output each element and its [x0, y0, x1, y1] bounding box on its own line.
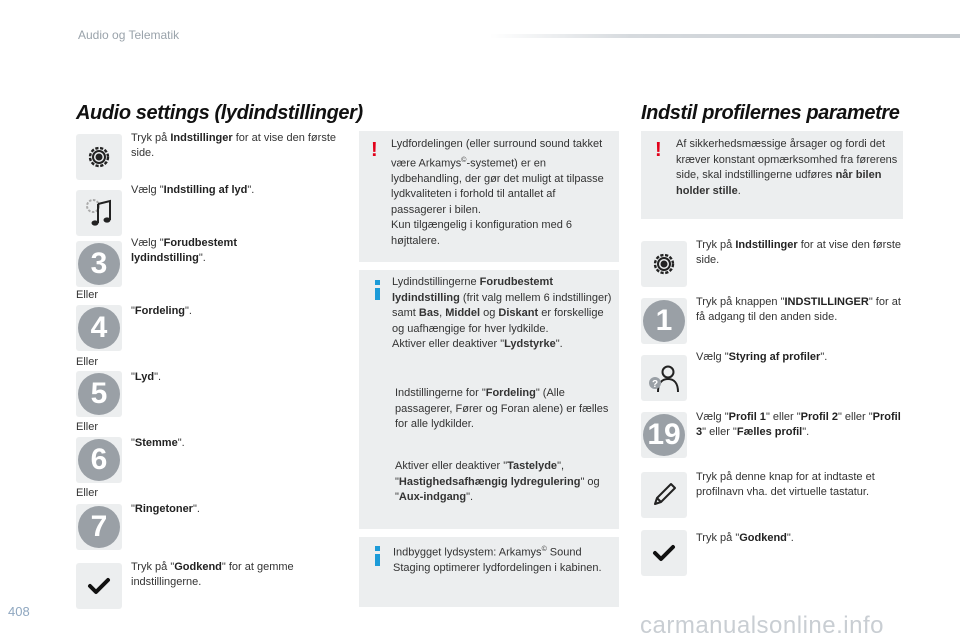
- step-number-19: 19: [641, 412, 687, 458]
- step-text: Tryk på "Godkend".: [696, 532, 794, 544]
- step-number-5: 5: [76, 371, 122, 417]
- header-bar: [490, 34, 960, 38]
- audio-settings-title: Audio settings (lydindstillinger): [76, 102, 363, 124]
- or-label: Eller: [76, 487, 99, 499]
- watermark: carmanualsonline.info: [640, 612, 884, 639]
- profile-question-icon: [649, 363, 679, 393]
- section-header: Audio og Telematik: [78, 28, 180, 42]
- step-text: Vælg "Profil 1" eller "Profil 2" eller "Profil 3" eller "Fælles profil".: [696, 411, 901, 438]
- step-text: Vælg "Styring af profiler".: [696, 351, 828, 363]
- step-text: Tryk på Indstillinger for at vise den første side.: [696, 239, 901, 266]
- svg-text:?: ?: [651, 379, 659, 390]
- step-text: Tryk på denne knap for at indtaste et profilnavn vha. det virtuelle tastatur.: [696, 471, 875, 498]
- step-text: Tryk på "Godkend" for at gemme indstillingerne.: [131, 561, 294, 588]
- settings-button[interactable]: [641, 241, 687, 287]
- step-text: "Stemme".: [131, 437, 185, 449]
- step-text: Tryk på Indstillinger for at vise den første side.: [131, 132, 336, 159]
- step-text: "Lyd".: [131, 371, 162, 383]
- warning-box: ! Lydfordelingen (eller surround sound takket være Arkamys©-systemet) er en lydbehandling, der gør det muligt at tilpasse lydkvaliteten i forhold til antallet af passagerer i bilen. Kun tilgængelig i konfiguration med 6 højttalere.: [359, 131, 619, 262]
- or-label: Eller: [76, 356, 99, 368]
- step-number-6: 6: [76, 437, 122, 483]
- step-number-3: 3: [76, 241, 122, 287]
- step-number-7: 7: [76, 504, 122, 550]
- or-label: Eller: [76, 289, 99, 301]
- step-text: Vælg "Indstilling af lyd".: [131, 184, 255, 196]
- profiles-title: Indstil profilernes parametre: [641, 102, 900, 124]
- confirm-button[interactable]: [76, 563, 122, 609]
- pencil-icon: [649, 480, 679, 510]
- confirm-button[interactable]: [641, 530, 687, 576]
- or-label: Eller: [76, 421, 99, 433]
- gear-icon: [84, 142, 114, 172]
- info-box-2: Indbygget lydsystem: Arkamys© Sound Staging optimerer lydfordelingen i kabinen.: [359, 537, 619, 607]
- warning-icon: !: [655, 139, 662, 161]
- gear-icon: [649, 249, 679, 279]
- edit-profile-name-button[interactable]: [641, 472, 687, 518]
- music-note-gear-icon: [84, 198, 114, 228]
- safety-warning-box: ! Af sikkerhedsmæssige årsager og fordi det kræver konstant opmærksomhed fra førerens side, skal indstillingerne udføres når bilen holder stille.: [641, 131, 903, 219]
- checkmark-icon: [84, 571, 114, 601]
- profile-management-button[interactable]: [641, 355, 687, 401]
- page-number: 408: [8, 604, 30, 619]
- step-text: Tryk på knappen "INDSTILLINGER" for at få adgang til den anden side.: [696, 296, 901, 323]
- info-box: Lydindstillingerne Forudbestemt lydindstilling (frit valg mellem 6 indstillinger) samt Bas, Middel og Diskant er forskellige og uafhængige for hver lydkilde. Aktiver eller deaktiver "Lydstyrke". Indstillingerne for "Fordeling" (Alle passagerer, Fører og Foran alene) er fælles for alle lydkilder. Aktiver eller deaktiver "Tastelyde", "Hastighedsafhængig lydregulering" og "Aux-indgang".: [359, 270, 619, 529]
- checkmark-icon: [649, 538, 679, 568]
- step-text: "Ringetoner".: [131, 503, 200, 515]
- sound-settings-button[interactable]: [76, 190, 122, 236]
- warning-icon: !: [371, 139, 378, 161]
- step-text: Vælg "Forudbestemt lydindstilling".: [131, 237, 237, 264]
- step-text: "Fordeling".: [131, 305, 192, 317]
- settings-button[interactable]: [76, 134, 122, 180]
- step-number-1: 1: [641, 298, 687, 344]
- step-number-4: 4: [76, 305, 122, 351]
